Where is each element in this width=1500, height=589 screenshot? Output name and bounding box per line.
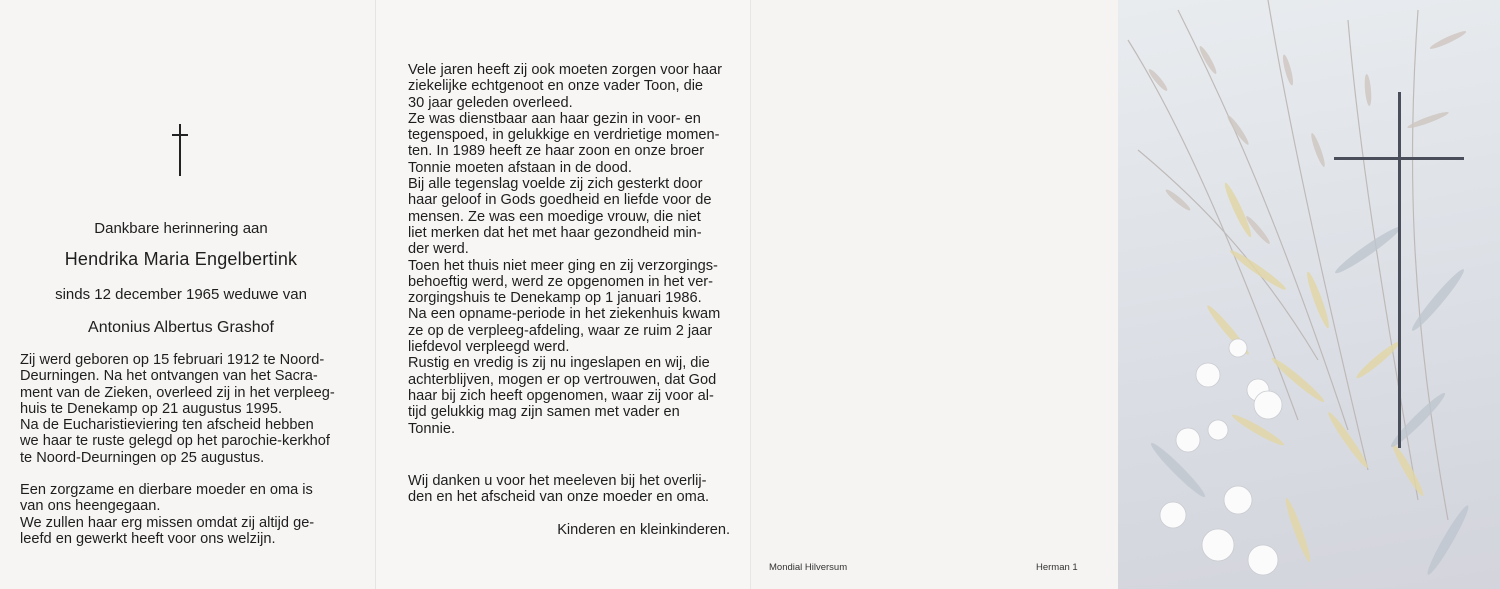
text-line: ze op de verpleeg-afdeling, waar ze ruim 2 jaar: [408, 322, 713, 339]
card-left-panel: [0, 0, 375, 589]
text-line: We zullen haar erg missen omdat zij altijd ge-: [20, 514, 315, 531]
text-line: behoeftig werd, werd ze opgenomen in het ver-: [408, 273, 714, 290]
text-line: Tonnie moeten afstaan in de dood.: [408, 159, 632, 176]
card-code: Herman 1: [1036, 562, 1078, 573]
text-line: huis te Denekamp op 21 augustus 1995.: [20, 400, 283, 417]
text-line: ziekelijke echtgenoot en onze vader Toon, die: [408, 78, 704, 95]
text-line: ment van de Zieken, overleed zij in het verpleeg-: [20, 384, 335, 401]
spouse-name: Antonius Albertus Grashof: [88, 319, 274, 336]
text-line: ten. In 1989 heeft ze haar zoon en onze broer: [408, 143, 705, 160]
intro-text: Dankbare herinnering aan: [94, 220, 268, 237]
life-story-text: [408, 62, 730, 437]
text-line: Toen het thuis niet meer ging en zij verzorgings-: [408, 257, 718, 274]
text-line: Bij alle tegenslag voelde zij zich gesterkt door: [408, 176, 703, 193]
text-line: leefd en gewerkt heeft voor ons welzijn.: [20, 530, 276, 547]
text-line: mensen. Ze was een moedige vrouw, die niet: [408, 208, 701, 225]
text-line: 30 jaar geleden overleed.: [408, 94, 573, 111]
text-line: liefdevol verpleegd werd.: [408, 339, 570, 356]
text-line: Ze was dienstbaar aan haar gezin in voor- en: [408, 110, 701, 127]
text-line: tegenspoed, in gelukkige en verdrietige momen-: [408, 127, 720, 144]
text-line: zorgingshuis te Denekamp op 1 januari 1986.: [408, 290, 702, 307]
widow-line: sinds 12 december 1965 weduwe van: [55, 286, 307, 303]
text-line: haar bij zich heeft opgenomen, waar zij voor al-: [408, 387, 714, 404]
printer-credit: Mondial Hilversum: [769, 562, 848, 573]
text-line: haar geloof in Gods goedheid en liefde voor de: [408, 192, 712, 209]
thanks-text: [408, 473, 730, 506]
text-line: der werd.: [408, 241, 469, 258]
text-line: Na een opname-periode in het ziekenhuis kwam: [408, 306, 721, 323]
text-line: Vele jaren heeft zij ook moeten zorgen voor haar: [408, 62, 722, 78]
text-line: Wij danken u voor het meeleven bij het overlij-: [408, 473, 707, 489]
remembrance-paragraph: [20, 482, 345, 547]
text-line: van ons heengegaan.: [20, 498, 161, 515]
text-line: Zij werd geboren op 15 februari 1912 te Noord-: [20, 352, 325, 368]
text-line: liet merken dat het met haar gezondheid min-: [408, 224, 702, 241]
text-line: we haar te ruste gelegd op het parochie-kerkhof: [20, 433, 330, 450]
biography-text: [20, 352, 345, 547]
text-line: te Noord-Deurningen op 25 augustus.: [20, 449, 265, 466]
grass-flowers-illustration: [1118, 0, 1500, 589]
text-line: Tonnie.: [408, 420, 456, 437]
card-blank-panel: [750, 0, 1118, 589]
thanks-paragraph: [408, 473, 730, 506]
text-line: den en het afscheid van onze moeder en oma.: [408, 489, 709, 506]
text-line: Rustig en vredig is zij nu ingeslapen en wij, die: [408, 355, 710, 372]
text-line: Een zorgzame en dierbare moeder en oma is: [20, 482, 313, 499]
text-line: tijd gelukkig mag zijn samen met vader en: [408, 404, 680, 421]
card-art-panel: [1118, 0, 1500, 589]
text-line: Na de Eucharistieviering ten afscheid hebben: [20, 417, 314, 434]
text-line: achterblijven, mogen er op vertrouwen, dat God: [408, 371, 717, 388]
deceased-name: Hendrika Maria Engelbertink: [64, 249, 298, 269]
life-story-paragraph: [408, 62, 730, 437]
signature-text: Kinderen en kleinkinderen.: [557, 522, 730, 538]
cross-icon: [172, 124, 188, 176]
text-line: Deurningen. Na het ontvangen van het Sacra-: [20, 368, 318, 385]
biography-paragraph: [20, 352, 345, 466]
